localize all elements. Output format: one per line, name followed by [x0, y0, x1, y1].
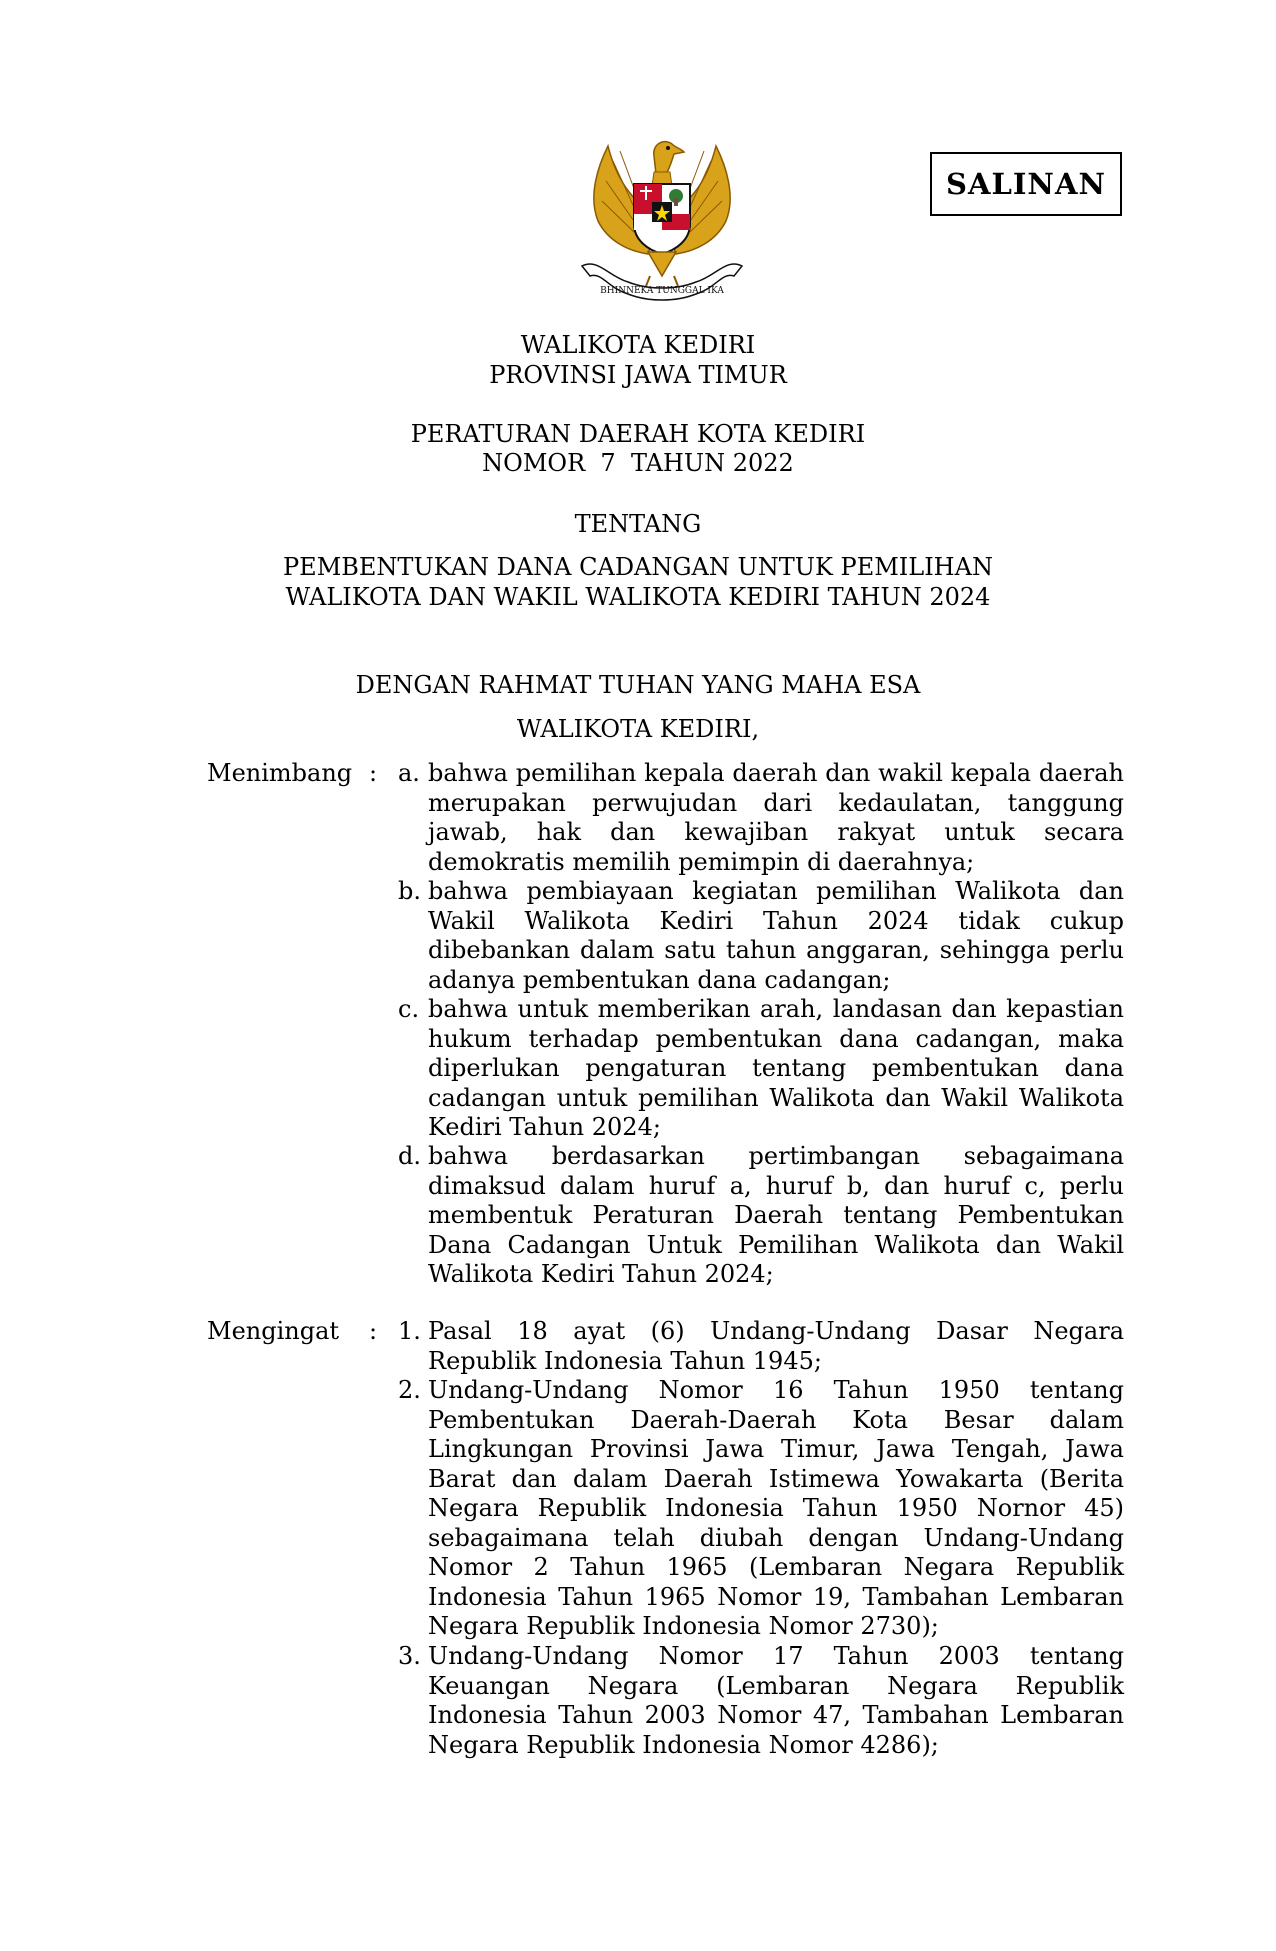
mayor-line: WALIKOTA KEDIRI, — [516, 715, 760, 743]
garuda-emblem — [568, 126, 756, 311]
menimbang-item-b — [398, 877, 1124, 995]
blessing-line: DENGAN RAHMAT TUHAN YANG MAHA ESA — [355, 671, 921, 699]
item-marker: 1. — [398, 1317, 421, 1345]
mengingat-item-3 — [398, 1642, 1124, 1760]
regulation-title: PERATURAN DAERAH KOTA KEDIRI — [410, 420, 866, 448]
item-text: Undang-Undang Nomor 16 Tahun 1950 tentang Pembentukan Daerah-Daerah Kota Besar dalam Lingkungan Provinsi Jawa Timur, Jawa Tengah, Jawa Barat dan dalam Daerah Istimewa Yowakarta (Berita Negara Republik Indonesia Tahun 1950 Nornor 45) sebagaimana telah diubah dengan Undang-Undang Nomor 2 Tahun 1965 (Lembaran Negara Republik Indonesia Tahun 1965 Nomor 19, Tambahan Lembaran Negara Republik Indonesia Nomor 2730); — [428, 1376, 1124, 1640]
item-text: Pasal 18 ayat (6) Undang-Undang Dasar Negara Republik Indonesia Tahun 1945; — [428, 1317, 1124, 1375]
item-marker: 2. — [398, 1376, 421, 1404]
header-line1: WALIKOTA KEDIRI — [520, 331, 756, 359]
item-marker: a. — [398, 759, 420, 787]
item-text: bahwa untuk memberikan arah, landasan dan kepastian hukum terhadap pembentukan dana cadangan, maka diperlukan pengaturan tentang pembentukan dana cadangan untuk pemilihan Walikota dan Wakil Walikota Kediri Tahun 2024; — [428, 995, 1124, 1141]
item-text: bahwa pembiayaan kegiatan pemilihan Walikota dan Wakil Walikota Kediri Tahun 2024 tidak cukup dibebankan dalam satu tahun anggaran, sehingga perlu adanya pembentukan dana cadangan; — [428, 877, 1124, 994]
mengingat-item-2 — [398, 1376, 1124, 1642]
regulation-number: NOMOR 7 TAHUN 2022 — [482, 449, 794, 477]
header-line2: PROVINSI JAWA TIMUR — [489, 361, 787, 389]
mengingat-label: Mengingat — [207, 1317, 340, 1345]
menimbang-item-a — [398, 759, 1124, 877]
item-marker: d. — [398, 1142, 421, 1170]
menimbang-colon: : — [369, 759, 378, 787]
mengingat-colon: : — [369, 1317, 378, 1345]
salinan-stamp: SALINAN — [930, 152, 1122, 216]
emblem-motto: BHINNEKA TUNGGAL IKA — [600, 286, 724, 296]
item-text: bahwa pemilihan kepala daerah dan wakil kepala daerah merupakan perwujudan dari kedaulatan, tanggung jawab, hak dan kewajiban rakyat untuk secara demokratis memilih pemimpin di daerahnya; — [428, 759, 1124, 876]
regulation-subject-line2: WALIKOTA DAN WAKIL WALIKOTA KEDIRI TAHUN 2024 — [285, 583, 991, 611]
menimbang-label: Menimbang — [207, 759, 353, 787]
about-heading: TENTANG — [574, 510, 702, 538]
menimbang-item-d — [398, 1142, 1124, 1290]
mengingat-item-1 — [398, 1317, 1124, 1376]
item-marker: b. — [398, 877, 421, 905]
item-text: Undang-Undang Nomor 17 Tahun 2003 tentang Keuangan Negara (Lembaran Negara Republik Indonesia Tahun 2003 Nomor 47, Tambahan Lembaran Negara Republik Indonesia Nomor 4286); — [428, 1642, 1124, 1759]
item-marker: c. — [398, 995, 420, 1023]
item-marker: 3. — [398, 1642, 421, 1670]
menimbang-item-c — [398, 995, 1124, 1143]
item-text: bahwa berdasarkan pertimbangan sebagaimana dimaksud dalam huruf a, huruf b, dan huruf c, perlu membentuk Peraturan Daerah tentang Pembentukan Dana Cadangan Untuk Pemilihan Walikota dan Wakil Walikota Kediri Tahun 2024; — [428, 1142, 1124, 1288]
regulation-subject-line1: PEMBENTUKAN DANA CADANGAN UNTUK PEMILIHAN — [283, 553, 993, 581]
